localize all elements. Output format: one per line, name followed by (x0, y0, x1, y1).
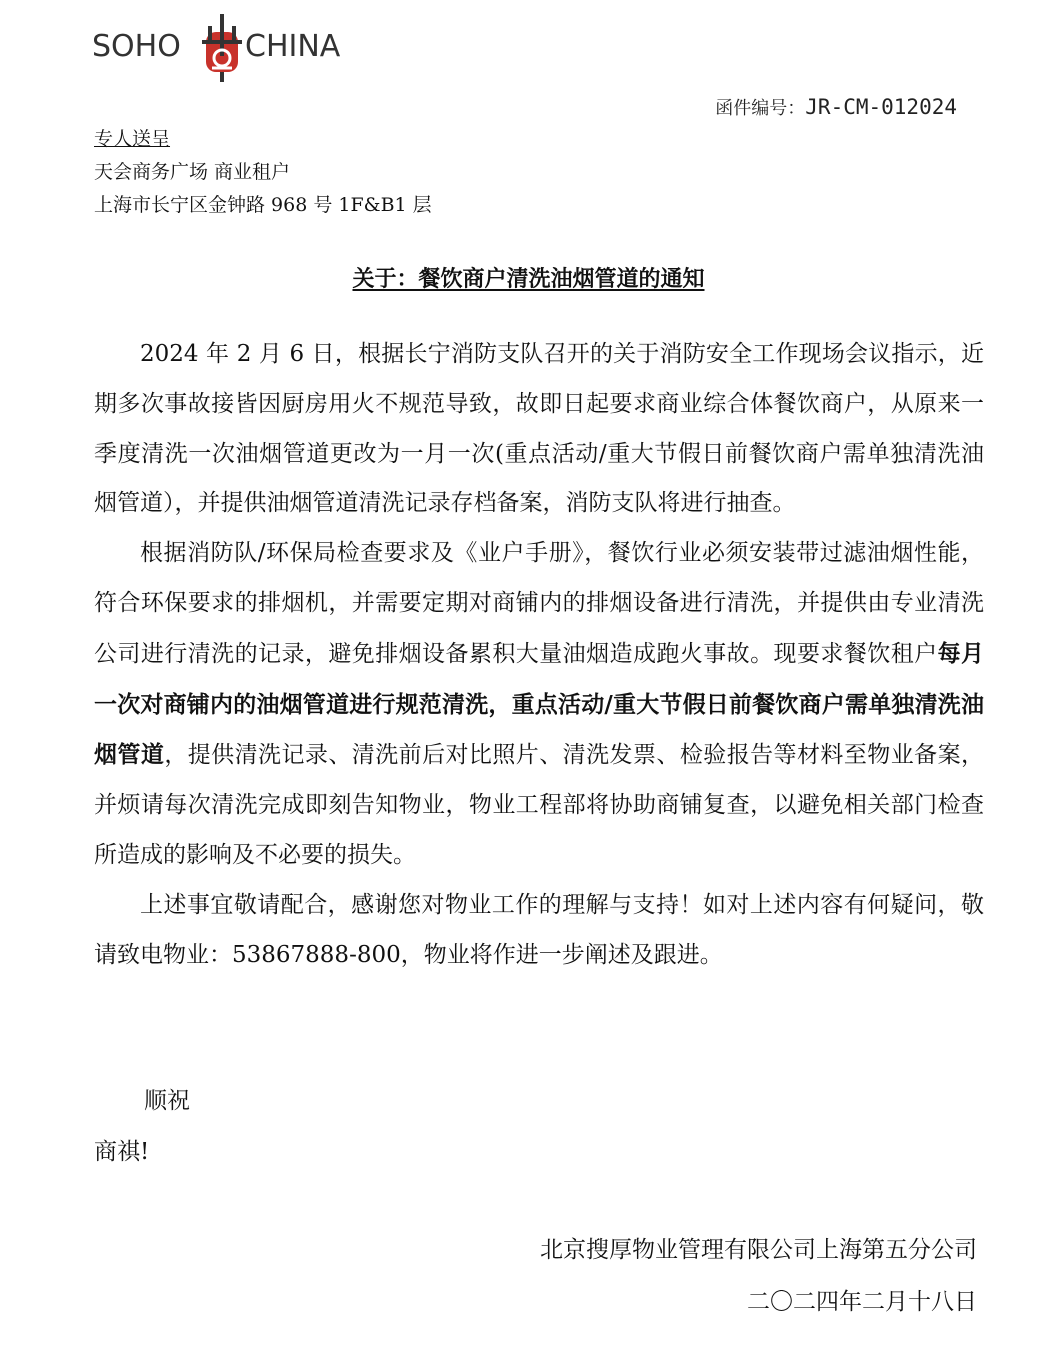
paragraph-2-part-2: ，提供清洗记录、清洗前后对比照片、清洗发票、检验报告等材料至物业备案，并烦请每次清洗完成即刻告知物业，物业工程部将协助商铺复查，以避免相关部门检查所造成的影响及不必要的损失。 (94, 742, 985, 868)
reference-number: JR-CM-012024 (805, 95, 957, 119)
notice-title-text: 关于：餐饮商户清洗油烟管道的通知 (352, 266, 705, 292)
delivery-note: 专人送呈 (94, 128, 171, 150)
notice-title (0, 262, 1057, 296)
closing-wish: 商祺! (94, 1139, 150, 1165)
paragraph-2 (94, 529, 984, 881)
recipient-address: 上海市长宁区金钟路 968 号 1F&B1 层 (94, 194, 432, 216)
logo-right-text: CHINA (245, 29, 341, 64)
paragraph-2-emphasis: 每月一次对商铺内的油烟管道进行规范清洗，重点活动/重大节假日前餐饮商户需单独清洗油烟管道 (94, 639, 985, 769)
reference-label: 函件编号： (715, 98, 806, 119)
signature-company: 北京搜厚物业管理有限公司上海第五分公司 (540, 1237, 977, 1263)
logo-left-text: SOHO (92, 29, 181, 64)
notice-body (94, 330, 984, 980)
soho-china-seal-icon (198, 12, 246, 84)
paragraph-2-part-1: 根据消防队/环保局检查要求及《业户手册》，餐饮行业必须安装带过滤油烟性能，符合环保要求的排烟机，并需要定期对商铺内的排烟设备进行清洗，并提供由专业清洗公司进行清洗的记录，避免排烟设备累积大量油烟造成跑火事故。现要求餐饮租户 (94, 540, 984, 667)
company-logo (92, 12, 354, 84)
letter-reference (715, 92, 957, 124)
signature-date: 二〇二四年二月十八日 (747, 1289, 977, 1315)
paragraph-1: 2024 年 2 月 6 日，根据长宁消防支队召开的关于消防安全工作现场会议指示，近期多次事故接皆因厨房用火不规范导致，故即日起要求商业综合体餐饮商户，从原来一季度清洗一次油烟管道更改为一月一次(重点活动/重大节假日前餐饮商户需单独清洗油烟管道），并提供油烟管道清洗记录存档备案，消防支队将进行抽查。 (94, 341, 984, 517)
closing-greeting: 顺祝 (144, 1088, 190, 1114)
recipient-name: 天会商务广场 商业租户 (94, 161, 291, 183)
paragraph-3: 上述事宜敬请配合，感谢您对物业工作的理解与支持！如对上述内容有何疑问，敬请致电物业：53867888-800，物业将作进一步阐述及跟进。 (94, 891, 984, 968)
